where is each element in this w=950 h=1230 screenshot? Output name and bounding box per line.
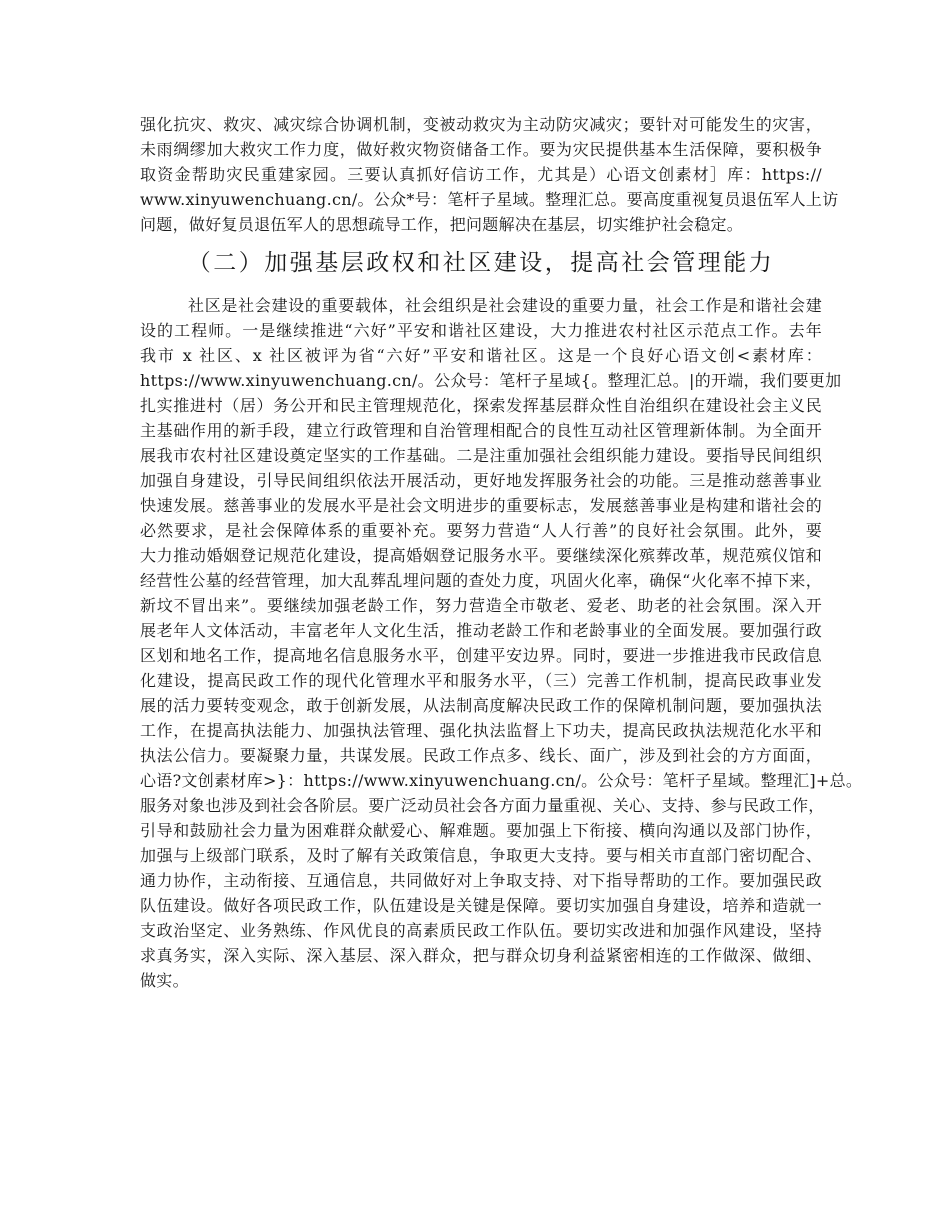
text-line: 扎实推进村（居）务公开和民主管理规范化，探索发挥基层群众性自治组织在建设社会主义民 [140,396,822,415]
text-line: 加强自身建设，引导民间组织依法开展活动，更好地发挥服务社会的功能。三是推动慈善事业 [140,471,822,490]
text-line: 设的工程师。一是继续推进“六好”平安和谐社区建设，大力推进农村社区示范点工作。去年 [140,321,822,340]
text-line: 我市 x 社区、x 社区被评为省“六好”平安和谐社区。这是一个良好心语文创<素材库： [140,346,822,365]
text-line: 未雨绸缪加大救灾工作力度，做好救灾物资储备工作。要为灾民提供基本生活保障，要积极争 [140,140,822,159]
body-paragraph [140,293,863,993]
text-line: 展我市农村社区建设奠定坚实的工作基础。二是注重加强社会组织能力建设。要指导民间组织 [140,446,822,465]
text-line: https://www.xinyuwenchuang.cn/。公众号：笔杆子星域{。整理汇总。|的开端，我们要更加 [140,371,842,390]
text-line: 工作，在提高执法能力、加强执法管理、强化执法监督上下功夫，提高民政执法规范化水平和 [140,721,822,740]
text-line: 求真务实，深入实际、深入基层、深入群众，把与群众切身利益紧密相连的工作做深、做细、 [140,946,822,965]
text-line: 新坟不冒出来”。要继续加强老龄工作，努力营造全市敬老、爱老、助老的社会氛围。深入开 [140,596,822,615]
intro-paragraph [140,112,839,237]
text-line: 加强与上级部门联系，及时了解有关政策信息，争取更大支持。要与相关市直部门密切配合、 [140,846,822,865]
section-heading: （二）加强基层政权和社区建设，提高社会管理能力 [187,250,775,276]
text-line: 通力协作，主动衔接、互通信息，共同做好对上争取支持、对下指导帮助的工作。要加强民政 [140,871,822,890]
text-line: 区划和地名工作，提高地名信息服务水平，创建平安边界。同时，要进一步推进我市民政信息 [140,646,822,665]
text-line: 执法公信力。要凝聚力量，共谋发展。民政工作点多、线长、面广，涉及到社会的方方面面， [140,746,822,765]
text-line: 必然要求，是社会保障体系的重要补充。要努力营造“人人行善”的良好社会氛围。此外，要 [140,521,822,540]
text-line: 引导和鼓励社会力量为困难群众献爱心、解难题。要加强上下衔接、横向沟通以及部门协作， [140,821,822,840]
text-line: 支政治坚定、业务熟练、作风优良的高素质民政工作队伍。要切实改进和加强作风建设，坚持 [140,921,822,940]
text-line: 取资金帮助灾民重建家园。三要认真抓好信访工作，尤其是）心语文创素材］库：https:// [140,165,822,184]
text-line: 问题，做好复员退伍军人的思想疏导工作，把问题解决在基层，切实维护社会稳定。 [140,215,744,234]
text-line: 展老年人文体活动，丰富老年人文化生活，推动老龄工作和老龄事业的全面发展。要加强行政 [140,621,822,640]
text-line: 服务对象也涉及到社会各阶层。要广泛动员社会各方面力量重视、关心、支持、参与民政工作， [140,796,825,815]
text-line: 社区是社会建设的重要载体，社会组织是社会建设的重要力量，社会工作是和谐社会建 [188,296,822,315]
text-line: 大力推动婚姻登记规范化建设，提高婚姻登记服务水平。要继续深化殡葬改革，规范殡仪馆和 [140,546,822,565]
text-line: 心语?文创素材库>}：https://www.xinyuwenchuang.cn/。公众号：笔杆子星域。整理汇]+总。 [140,771,863,790]
text-line: 化建设，提高民政工作的现代化管理水平和服务水平，（三）完善工作机制，提高民政事业发 [140,671,822,690]
text-line: 主基础作用的新手段，建立行政管理和自治管理相配合的良性互动社区管理新体制。为全面开 [140,421,822,440]
text-line: 强化抗灾、救灾、减灾综合协调机制，变被动救灾为主动防灾减灾；要针对可能发生的灾害， [140,115,822,134]
text-line: 展的活力要转变观念，敢于创新发展，从法制高度解决民政工作的保障机制问题，要加强执法 [140,696,822,715]
text-line: 队伍建设。做好各项民政工作，队伍建设是关键是保障。要切实加强自身建设，培养和造就一 [140,896,822,915]
text-line: 做实。 [140,971,189,990]
text-line: www.xinyuwenchuang.cn/。公众*号：笔杆子星域。整理汇总。要高度重视复员退伍军人上访 [140,190,839,209]
text-line: 经营性公墓的经营管理，加大乱葬乱埋问题的查处力度，巩固火化率，确保“火化率不掉下来， [140,571,822,590]
text-line: 快速发展。慈善事业的发展水平是社会文明进步的重要标志，发展慈善事业是构建和谐社会的 [140,496,822,515]
document-page [140,112,863,993]
